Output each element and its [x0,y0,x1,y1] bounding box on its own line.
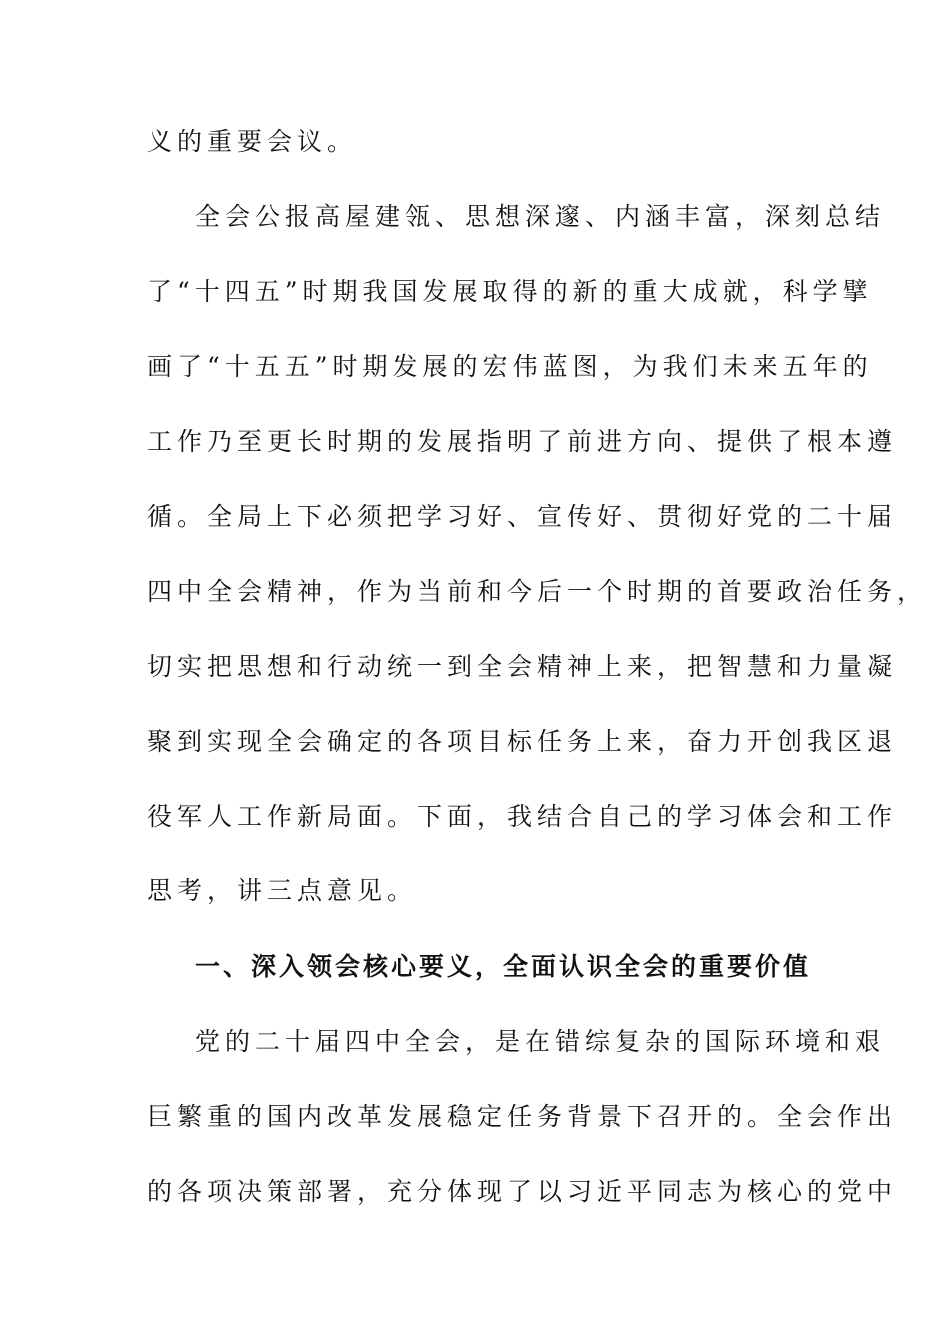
text-line: 役军人工作新局面。下面，我结合自己的学习体会和工作 [147,802,898,831]
text-line: 循。全局上下必须把学习好、宣传好、贯彻好党的二十届 [147,502,898,531]
text-line: 巨繁重的国内改革发展稳定任务背景下召开的。全会作出 [147,1102,898,1131]
text-line: 聚到实现全会确定的各项目标任务上来，奋力开创我区退 [147,727,898,756]
text-line: 画了“十五五”时期发展的宏伟蓝图，为我们未来五年的 [147,352,873,381]
section-heading: 一、深入领会核心要义，全面认识全会的重要价值 [195,952,812,981]
text-line: 义的重要会议。 [147,127,358,156]
text-line: 四中全会精神，作为当前和今后一个时期的首要政治任务， [147,577,928,606]
text-line: 了“十四五”时期我国发展取得的新的重大成就，科学擘 [147,277,873,306]
text-line: 工作乃至更长时期的发展指明了前进方向、提供了根本遵 [147,427,898,456]
paragraph-start-line: 全会公报高屋建瓴、思想深邃、内涵丰富，深刻总结 [195,202,886,231]
text-line: 的各项决策部署，充分体现了以习近平同志为核心的党中 [147,1177,898,1206]
paragraph-start-line: 党的二十届四中全会，是在错综复杂的国际环境和艰 [195,1027,886,1056]
text-line: 切实把思想和行动统一到全会精神上来，把智慧和力量凝 [147,652,898,681]
text-line: 思考，讲三点意见。 [147,876,418,905]
